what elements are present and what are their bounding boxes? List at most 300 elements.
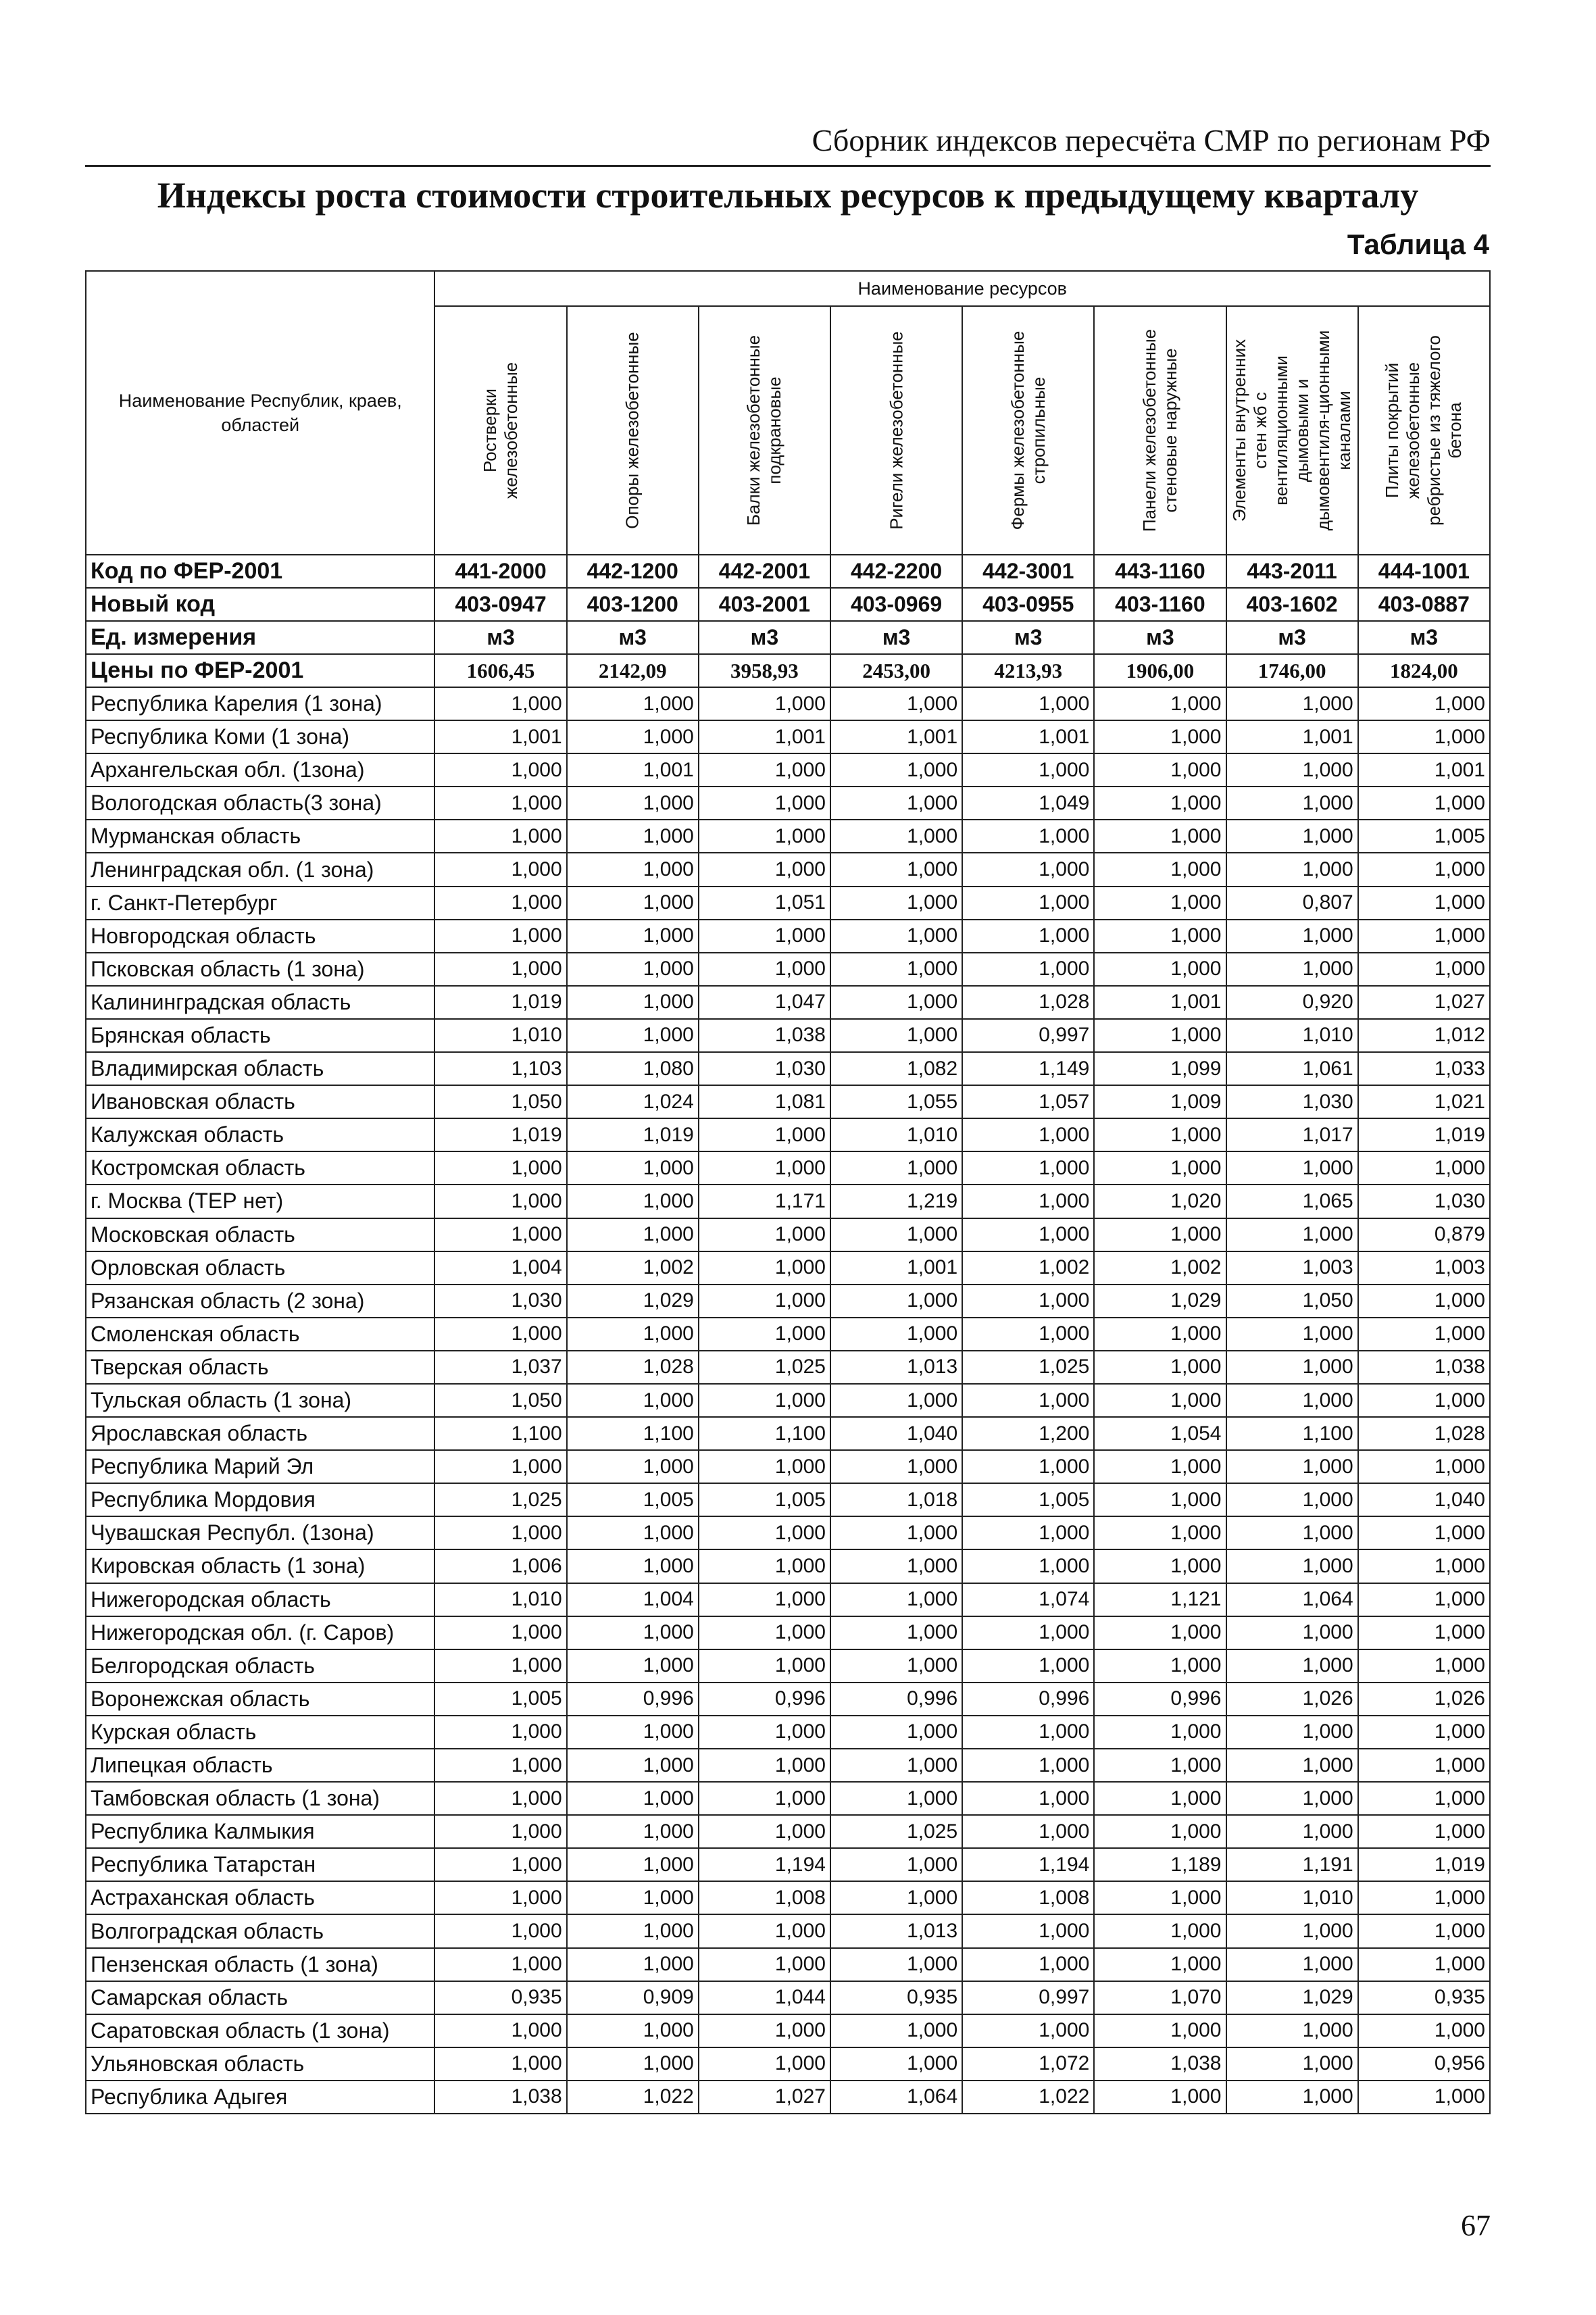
index-cell: 1,000 [699,753,830,787]
index-cell: 1,000 [1094,1914,1226,1947]
table-row [86,1118,1490,1151]
index-cell: 1,000 [434,1948,566,1981]
index-cell: 1,000 [1226,1151,1358,1185]
column-header-label: Фермы железобетонные стропильные [1007,330,1049,530]
index-cell: 1,000 [962,920,1094,953]
page-title: Индексы роста стоимости строительных ресурсов к предыдущему кварталу [157,175,1419,216]
table-row [86,1749,1490,1782]
index-cell: 1,038 [434,2081,566,2114]
region-name: Пензенская область (1 зона) [86,1948,434,1981]
index-cell: 1,055 [830,1085,962,1118]
index-cell: 1,000 [434,2014,566,2047]
region-name: Республика Татарстан [86,1848,434,1881]
index-cell: 1,038 [699,1019,830,1052]
table-row [86,1716,1490,1749]
table-row [86,1351,1490,1384]
index-cell: 1,000 [1226,1318,1358,1351]
table-row [86,820,1490,853]
table-row [86,1417,1490,1450]
index-cell: 1,000 [830,1516,962,1549]
index-cell: 1,001 [434,720,566,753]
indices-table [85,270,1491,2114]
index-cell: 1,005 [699,1483,830,1516]
meta-cell: 1824,00 [1358,654,1490,687]
index-cell: 1,000 [434,753,566,787]
meta-rows [86,555,1490,687]
region-name: Владимирская область [86,1052,434,1085]
meta-cell: м3 [830,621,962,654]
table-row [86,1782,1490,1815]
index-cell: 1,001 [699,720,830,753]
table-row [86,1285,1490,1318]
index-cell: 1,000 [567,787,699,820]
index-cell: 0,956 [1358,2047,1490,2081]
index-cell: 1,029 [1226,1981,1358,2014]
index-cell: 1,019 [1358,1118,1490,1151]
column-header [567,306,699,555]
column-header-label: Опоры железобетонные [622,332,643,529]
index-cell: 1,000 [962,687,1094,720]
column-header-label: Плиты покрытий железобетонные ребристые из тяжелого бетона [1382,335,1466,526]
index-cell: 0,879 [1358,1218,1490,1251]
region-name: г. Санкт-Петербург [86,887,434,920]
region-name: Орловская область [86,1251,434,1285]
index-cell: 1,000 [1226,1516,1358,1549]
index-cell: 1,000 [699,1151,830,1185]
meta-cell: м3 [699,621,830,654]
index-cell: 1,000 [1226,1815,1358,1848]
meta-cell: 2142,09 [567,654,699,687]
index-cell: 1,000 [434,887,566,920]
table-row [86,720,1490,753]
index-cell: 1,000 [699,953,830,986]
index-cell: 1,171 [699,1185,830,1218]
region-name: Нижегородская обл. (г. Саров) [86,1616,434,1649]
region-name: Республика Мордовия [86,1483,434,1516]
index-cell: 1,000 [434,1914,566,1947]
meta-row-label: Код по ФЕР-2001 [86,555,434,588]
index-cell: 1,037 [434,1351,566,1384]
index-cell: 1,000 [830,2014,962,2047]
index-cell: 1,000 [567,1549,699,1583]
index-cell: 1,099 [1094,1052,1226,1085]
index-cell: 1,000 [1094,1649,1226,1683]
index-cell: 1,000 [962,1716,1094,1749]
meta-cell: 3958,93 [699,654,830,687]
index-cell: 1,040 [1358,1483,1490,1516]
index-cell: 1,010 [830,1118,962,1151]
index-cell: 1,000 [434,1616,566,1649]
index-cell: 1,000 [434,920,566,953]
index-cell: 1,000 [699,1782,830,1815]
index-cell: 0,935 [434,1981,566,2014]
header-row-group [86,271,1490,306]
index-cell: 1,082 [830,1052,962,1085]
index-cell: 1,002 [962,1251,1094,1285]
index-cell: 1,064 [1226,1583,1358,1616]
index-cell: 1,025 [434,1483,566,1516]
index-cell: 1,005 [1358,820,1490,853]
meta-cell: 403-0887 [1358,588,1490,621]
region-name: Республика Марий Эл [86,1450,434,1483]
index-cell: 1,000 [434,820,566,853]
table-row [86,887,1490,920]
meta-cell: 2453,00 [830,654,962,687]
index-cell: 0,935 [1358,1981,1490,2014]
index-cell: 1,000 [1094,1351,1226,1384]
index-cell: 1,000 [1358,853,1490,886]
column-header-label: Панели железобетонные стеновые наружные [1139,328,1180,532]
index-cell: 1,000 [699,820,830,853]
index-cell: 1,000 [699,1583,830,1616]
resources-group-header: Наименование ресурсов [434,271,1490,306]
index-cell: 1,000 [962,853,1094,886]
index-cell: 1,013 [830,1351,962,1384]
index-cell: 1,080 [567,1052,699,1085]
table-row [86,687,1490,720]
index-cell: 1,000 [567,887,699,920]
index-cell: 1,000 [434,2047,566,2081]
region-name: Саратовская область (1 зона) [86,2014,434,2047]
index-cell: 1,000 [1094,1450,1226,1483]
index-cell: 1,000 [1226,1351,1358,1384]
index-cell: 1,000 [830,986,962,1019]
index-cell: 1,028 [1358,1417,1490,1450]
index-cell: 1,000 [1226,1649,1358,1683]
meta-cell: м3 [1358,621,1490,654]
index-cell: 1,050 [1226,1285,1358,1318]
region-name: Курская область [86,1716,434,1749]
table-row [86,1848,1490,1881]
index-cell: 1,000 [1358,720,1490,753]
index-cell: 1,000 [962,1749,1094,1782]
index-cell: 1,038 [1358,1351,1490,1384]
index-cell: 1,010 [1226,1019,1358,1052]
index-cell: 1,005 [962,1483,1094,1516]
table-row [86,1384,1490,1417]
index-cell: 1,051 [699,887,830,920]
index-cell: 1,000 [1226,1914,1358,1947]
index-cell: 1,000 [699,1948,830,1981]
index-cell: 1,000 [962,1185,1094,1218]
index-cell: 1,010 [1226,1881,1358,1914]
index-cell: 1,000 [962,1218,1094,1251]
index-cell: 1,000 [567,1019,699,1052]
region-name: Астраханская область [86,1881,434,1914]
index-cell: 1,000 [699,1616,830,1649]
index-cell: 1,021 [1358,1085,1490,1118]
index-cell: 1,000 [1358,887,1490,920]
index-cell: 1,001 [830,720,962,753]
index-cell: 1,057 [962,1085,1094,1118]
index-cell: 0,996 [567,1683,699,1716]
region-name: Республика Коми (1 зона) [86,720,434,753]
table-row [86,986,1490,1019]
meta-row-label: Новый код [86,588,434,621]
table-row [86,2047,1490,2081]
index-cell: 1,100 [567,1417,699,1450]
table-row [86,787,1490,820]
index-cell: 1,000 [962,1450,1094,1483]
column-header-label: Ригели железобетонные [886,331,907,530]
index-cell: 1,000 [1226,853,1358,886]
index-cell: 1,000 [830,753,962,787]
index-cell: 1,000 [567,1616,699,1649]
table-row [86,953,1490,986]
index-cell: 1,000 [434,1649,566,1683]
index-cell: 1,000 [1094,1516,1226,1549]
index-cell: 1,000 [1226,1218,1358,1251]
region-name: Рязанская область (2 зона) [86,1285,434,1318]
index-cell: 1,020 [1094,1185,1226,1218]
index-cell: 1,001 [962,720,1094,753]
index-cell: 1,000 [567,1185,699,1218]
index-cell: 1,022 [962,2081,1094,2114]
index-cell: 1,000 [699,1218,830,1251]
index-cell: 1,000 [1226,1450,1358,1483]
index-cell: 1,000 [1358,2014,1490,2047]
table-row [86,1085,1490,1118]
column-header [962,306,1094,555]
index-cell: 1,000 [567,1384,699,1417]
meta-cell: 442-2001 [699,555,830,588]
index-cell: 1,033 [1358,1052,1490,1085]
table-row [86,1549,1490,1583]
index-cell: 1,000 [962,1616,1094,1649]
index-cell: 1,000 [567,1516,699,1549]
index-cell: 1,000 [699,1118,830,1151]
region-name: Ленинградская обл. (1 зона) [86,853,434,886]
index-cell: 1,000 [830,1716,962,1749]
region-name: Ярославская область [86,1417,434,1450]
index-cell: 1,000 [1226,820,1358,853]
meta-cell: 403-0947 [434,588,566,621]
index-cell: 1,002 [1094,1251,1226,1285]
index-cell: 1,000 [567,1815,699,1848]
index-cell: 1,047 [699,986,830,1019]
index-cell: 1,012 [1358,1019,1490,1052]
index-cell: 1,100 [434,1417,566,1450]
index-cell: 1,040 [830,1417,962,1450]
index-cell: 1,025 [962,1351,1094,1384]
table-row [86,920,1490,953]
index-cell: 1,149 [962,1052,1094,1085]
index-cell: 1,000 [1226,1948,1358,1981]
index-cell: 1,000 [699,1549,830,1583]
index-cell: 1,028 [567,1351,699,1384]
index-cell: 1,000 [1358,1384,1490,1417]
meta-cell: 442-2200 [830,555,962,588]
meta-row [86,654,1490,687]
index-cell: 1,005 [567,1483,699,1516]
index-cell: 1,000 [962,1118,1094,1151]
column-header-label: Ростверки железобетонные [480,362,522,499]
index-cell: 1,013 [830,1914,962,1947]
index-cell: 1,000 [1094,853,1226,886]
index-cell: 1,000 [1094,753,1226,787]
meta-row-label: Ед. измерения [86,621,434,654]
table-row [86,1151,1490,1185]
index-cell: 1,000 [830,1019,962,1052]
index-cell: 1,000 [434,1881,566,1914]
index-cell: 1,019 [1358,1848,1490,1881]
index-cell: 1,000 [962,887,1094,920]
index-cell: 1,000 [830,1948,962,1981]
index-cell: 1,081 [699,1085,830,1118]
meta-cell: м3 [567,621,699,654]
region-name: Кировская область (1 зона) [86,1549,434,1583]
index-cell: 1,000 [830,687,962,720]
column-header [830,306,962,555]
region-name: Нижегородская область [86,1583,434,1616]
table-row [86,1649,1490,1683]
meta-cell: 403-1602 [1226,588,1358,621]
index-cell: 1,000 [699,2014,830,2047]
table-row [86,1251,1490,1285]
index-cell: 0,996 [962,1683,1094,1716]
index-cell: 1,018 [830,1483,962,1516]
index-cell: 1,000 [830,787,962,820]
index-cell: 1,000 [699,787,830,820]
index-cell: 1,029 [1094,1285,1226,1318]
region-name: Новгородская область [86,920,434,953]
index-cell: 1,000 [1226,1616,1358,1649]
index-cell: 1,000 [830,1881,962,1914]
table-row [86,1683,1490,1716]
column-header-label: Балки железобетонные подкрановые [743,334,785,526]
index-cell: 1,000 [1094,1749,1226,1782]
index-cell: 1,000 [1094,953,1226,986]
page-number: 67 [1461,2209,1491,2242]
index-cell: 1,000 [567,853,699,886]
index-cell: 1,000 [699,1450,830,1483]
table-row [86,1616,1490,1649]
index-cell: 1,000 [699,1815,830,1848]
table-row [86,2081,1490,2114]
meta-cell: 444-1001 [1358,555,1490,588]
index-cell: 1,008 [699,1881,830,1914]
index-cell: 1,000 [699,1251,830,1285]
index-cell: 1,000 [567,687,699,720]
index-cell: 1,000 [1094,1384,1226,1417]
index-cell: 1,000 [1094,687,1226,720]
region-name: Московская область [86,1218,434,1251]
index-cell: 0,807 [1226,887,1358,920]
index-cell: 1,050 [434,1085,566,1118]
index-cell: 1,000 [1094,1483,1226,1516]
index-cell: 1,070 [1094,1981,1226,2014]
index-cell: 1,000 [434,1716,566,1749]
index-cell: 1,100 [699,1417,830,1450]
column-header [699,306,830,555]
index-cell: 1,000 [962,1914,1094,1947]
meta-cell: 403-1160 [1094,588,1226,621]
index-cell: 1,001 [1358,753,1490,787]
index-cell: 1,038 [1094,2047,1226,2081]
index-cell: 1,191 [1226,1848,1358,1881]
index-cell: 1,000 [567,820,699,853]
index-cell: 1,000 [434,1450,566,1483]
index-cell: 1,022 [567,2081,699,2114]
index-cell: 1,000 [434,1185,566,1218]
index-cell: 1,030 [1226,1085,1358,1118]
table-row [86,1019,1490,1052]
index-cell: 1,026 [1358,1683,1490,1716]
region-name: г. Москва (ТЕР нет) [86,1185,434,1218]
index-cell: 0,996 [699,1683,830,1716]
index-cell: 1,019 [434,1118,566,1151]
index-cell: 1,000 [567,986,699,1019]
index-cell: 1,000 [1358,1914,1490,1947]
index-cell: 1,000 [434,1749,566,1782]
index-cell: 1,050 [434,1384,566,1417]
region-name: Брянская область [86,1019,434,1052]
index-cell: 1,000 [1358,1815,1490,1848]
data-rows [86,687,1490,2114]
index-cell: 1,000 [962,1782,1094,1815]
index-cell: 1,000 [1358,1549,1490,1583]
index-cell: 1,000 [567,1318,699,1351]
region-name: Смоленская область [86,1318,434,1351]
index-cell: 1,000 [567,720,699,753]
index-cell: 1,000 [1358,687,1490,720]
index-cell: 1,001 [567,753,699,787]
index-cell: 1,000 [1358,1318,1490,1351]
index-cell: 1,000 [699,1318,830,1351]
index-cell: 1,000 [1094,1151,1226,1185]
index-cell: 1,000 [1094,820,1226,853]
index-cell: 1,000 [962,1549,1094,1583]
index-cell: 1,000 [1226,787,1358,820]
index-cell: 1,000 [699,2047,830,2081]
region-name: Тульская область (1 зона) [86,1384,434,1417]
index-cell: 1,000 [830,1649,962,1683]
table-row [86,2014,1490,2047]
index-cell: 1,000 [699,920,830,953]
meta-cell: 1746,00 [1226,654,1358,687]
index-cell: 1,000 [1358,1782,1490,1815]
region-name: Самарская область [86,1981,434,2014]
index-cell: 1,000 [830,1782,962,1815]
region-name: Псковская область (1 зона) [86,953,434,986]
index-cell: 1,044 [699,1981,830,2014]
index-cell: 1,000 [1358,1749,1490,1782]
region-name: Республика Адыгея [86,2081,434,2114]
index-cell: 1,009 [1094,1085,1226,1118]
region-name: Калининградская область [86,986,434,1019]
index-cell: 1,000 [830,2047,962,2081]
index-cell: 1,064 [830,2081,962,2114]
region-name: Вологодская область(3 зона) [86,787,434,820]
index-cell: 1,000 [1226,753,1358,787]
index-cell: 1,054 [1094,1417,1226,1450]
index-cell: 1,000 [1094,1782,1226,1815]
running-header [85,114,1491,167]
index-cell: 1,000 [830,920,962,953]
meta-cell: 442-3001 [962,555,1094,588]
index-cell: 1,000 [962,1516,1094,1549]
region-name: Тамбовская область (1 зона) [86,1782,434,1815]
index-cell: 1,000 [434,1318,566,1351]
index-cell: 1,000 [1226,920,1358,953]
index-cell: 1,005 [434,1683,566,1716]
meta-cell: м3 [1094,621,1226,654]
table-row [86,1483,1490,1516]
index-cell: 1,000 [1358,1948,1490,1981]
index-cell: 1,000 [699,1649,830,1683]
index-cell: 1,000 [1094,2081,1226,2114]
meta-cell: 1906,00 [1094,654,1226,687]
